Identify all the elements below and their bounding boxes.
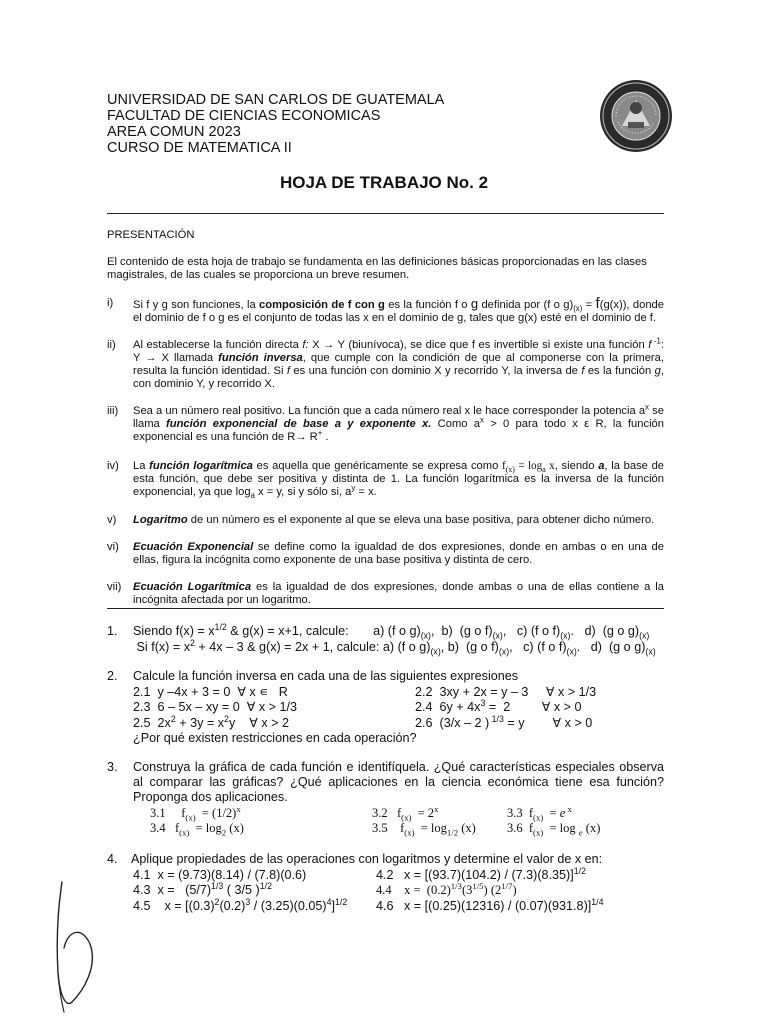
def-vii-rest: es la igualdad de dos expresiones, donde ambas o una de ellas contiene a la incógnita afectada por un logaritmo. [133,581,664,606]
q2-item-2-4: 2.4 $6y + 4x^3 = 2$ ∀ x > 0 [415,697,582,714]
def-v-rest: de un número es el exponente al que se eleva una base positiva, para obtener dicho número. [187,514,655,526]
def-iv-marker: iv) [107,460,119,472]
def-vii-term: Ecuación Logarítmica [133,581,252,593]
q2-item-2-2: 2.2 3xy + 2x = y – 3 ∀ x > 1/3 [415,685,597,699]
university-seal [598,78,674,154]
header-area: AREA COMUN 2023 [107,124,241,140]
def-i-marker: i) [107,297,114,309]
def-vi-rest: se define como la igualdad de dos expresiones, donde en ambas o en una de ellas, figura la incógnita como exponente de una base positiva y distinta de cero. [133,541,664,566]
q3-text: Construya la gráfica de cada función e identifíquela. ¿Qué características especiales observa al comparar las gráficas? ¿Qué aplicaciones en la ciencia económica tiene esa función? Proponga dos aplicaciones. [133,760,664,804]
q4-number: 4. [107,852,118,866]
q3-item-3-6: 3.6 $f_{(x)} = \log _e$ (x) [507,821,601,838]
divider-top [107,213,664,214]
def-v-marker: v) [107,514,117,526]
def-vii-text [133,581,664,607]
q1-line-2: Si $f(x) = x^2 + 4x - 3$ & g(x) = 2x + 1, calcule: a) (f o $g)_{(x)}$, b) (g o $f)_{(x)}$, c) (f o $f)_{(x)}$. d) (g o $g)_{(x)}$ [133,637,656,657]
def-ii-text: Al establecerse la función directa f: X → Y (biunívoca), se dice que f es invertible si existe una función f $^{-1}$: Y → X llamada función inversa, que cumple con la condición de que al componerse con la primera, resulta la función identidad. Si f es una función con dominio X y recorrido Y, la inversa de f es la función g, con dominio Y, y recorrido X. [133,336,664,390]
presentacion-intro: El contenido de esta hoja de trabajo se fundamenta en las definiciones básicas proporcionadas en las clases magistrales, de las cuales se proporciona un breve resumen. [107,256,647,281]
q3-item-3-4: 3.4 $f_{(x)} = \log_2 (x)$ [150,821,244,838]
q4-item-4-5: 4.5 $x = [(0.3)^2(0.2)^3 / (3.25)(0.05)^4]^{1/2}$ [133,896,348,913]
q4-item-4-4: 4.4 $x = (0.2)^{1/3}(3^{1/5})$ $(2^{1/7})$ [376,880,517,897]
q4-item-4-2: 4.2 x = [(93.7)(104.2) / (7.3)(8.35)]$^{1/2}$ [376,865,587,882]
page-title: HOJA DE TRABAJO No. 2 [279,173,489,192]
def-v-term: Logaritmo [133,514,188,526]
q3-number: 3. [107,760,118,774]
q2-item-2-6: 2.6 (3/x – 2 ) $^{1/3}$ = y ∀ x > 0 [415,713,593,730]
q4-item-4-3: 4.3 $x = (5/7)^{1/3}$ ( 3/5 )$^{1/2}$ [133,880,272,897]
q1-number: 1. [107,624,118,638]
def-iii-marker: iii) [107,405,119,417]
def-vi-term: Ecuación Exponencial [133,541,254,553]
header-university: UNIVERSIDAD DE SAN CARLOS DE GUATEMALA [107,92,445,108]
presentacion-heading: PRESENTACIÓN [107,229,195,241]
def-iv-text: La función logarítmica es aquella que genéricamente se expresa como $f_{(x)} = \log_a x$, siendo a, la base de esta función, que debe ser positiva y distinta de 1. La función logarítmica es la inversa de la función exponencial, ya que $\log_a x = y$, si y sólo si, $a^y = x$. [133,460,665,501]
header-faculty: FACULTAD DE CIENCIAS ECONOMICAS [107,108,381,124]
def-vi-marker: vi) [107,541,119,553]
q4-item-4-1: 4.1 x = (9.73)(8.14) / (7.8)(0.6) [133,868,307,882]
q3-item-3-1: 3.1 $f_{(x)} = (1/2)^x$ [150,803,241,823]
q4-text: Aplique propiedades de las operaciones con logaritmos y determine el valor de x en: [131,852,603,866]
q2-text: Calcule la función inversa en cada una de las siguientes expresiones [133,669,519,683]
header-course: CURSO DE MATEMATICA II [107,140,292,156]
def-iii-text: Sea a un número real positivo. La función que a cada número real x le hace corresponder la potencia $a^x$ se llama función exponencial de base a y exponente x. Como $a^x > 0$ para todo x ε R, la función exponencial es una función de R→ R+ . [133,402,664,443]
q2-closing: ¿Por qué existen restricciones en cada operación? [133,731,417,745]
signature-mark [38,878,108,1018]
def-vii-marker: vii) [107,581,122,593]
q3-item-3-2: 3.2 $f_{(x)} = 2^x$ [372,803,439,823]
def-ii-marker: ii) [107,339,116,351]
divider-bottom [107,608,664,609]
q4-item-4-6: 4.6 x = [(0.25)(12316) / (0.07)(931.8)]$^{1/4}$ [376,896,604,913]
q2-item-2-3: 2.3 6 – 5x – xy = 0 ∀ x > 1/3 [133,700,298,714]
def-i-text: Si f y g son funciones, la composición de f con g es la función f o g definida por (f o $g)_{(x)} = f(g(x))$, donde el dominio de f o g es el conjunto de todas las x en el dominio de g, tales que g(x) esté en el dominio de f. [133,295,664,324]
q3-item-3-5: 3.5 $f_{(x)} = \log_{1/2} (x)$ [372,821,476,838]
def-v-text [133,514,664,527]
q1-line-1: Siendo $f(x) = x^{1/2}$ & g(x) = x+1, calcule: a) (f o $g)_{(x)}$, b) (g o $f)_{(x)}$, c) (f o $f)_{(x)}$. d) (g o $g)_{(x)}$ [133,621,650,641]
def-vi-text [133,541,664,567]
q3-item-3-3: 3.3 $f_{(x)} = e$ $^x$ [507,803,572,823]
q2-item-2-5: 2.5 $2x^2 + 3y = x^2y$ ∀ x > 2 [133,713,289,730]
q2-number: 2. [107,669,118,683]
q2-item-2-1: 2.1 y –4x + 3 = 0 ∀ x ∊ R [133,685,288,699]
